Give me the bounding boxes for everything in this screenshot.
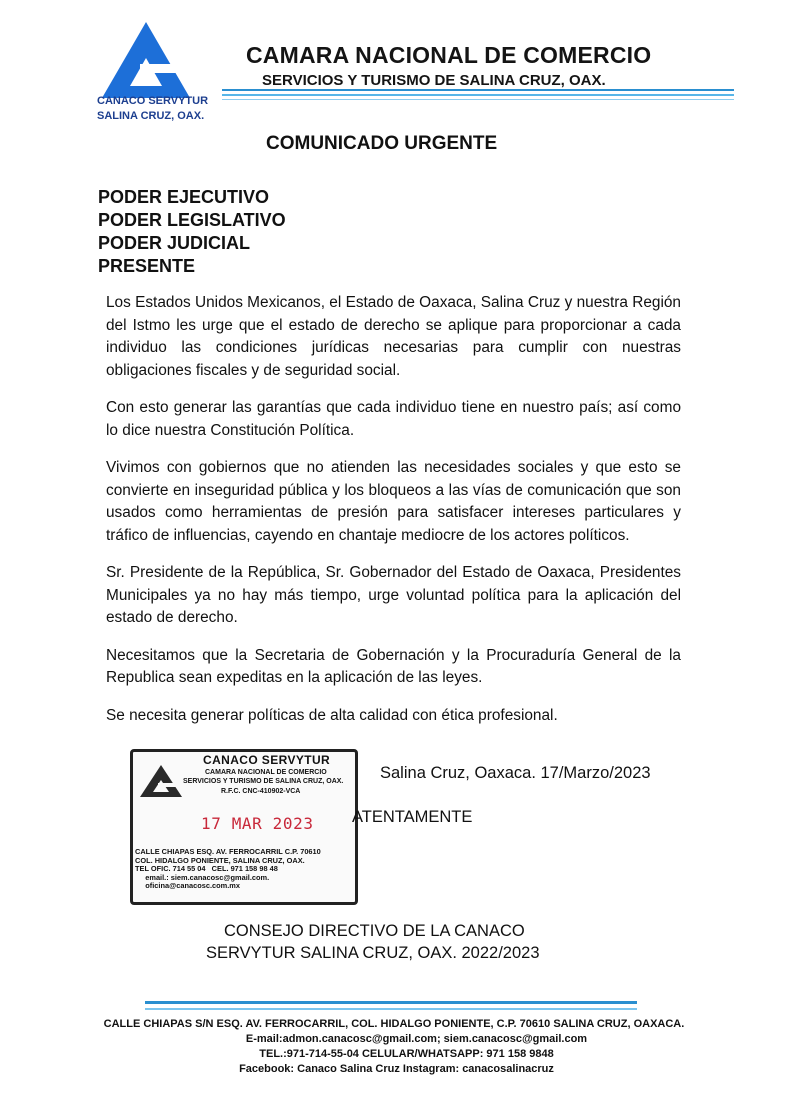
addressee-line: PODER EJECUTIVO	[98, 187, 270, 207]
signature-block	[206, 920, 576, 964]
canaco-logo-icon	[100, 20, 192, 100]
addressee-line: PODER JUDICIAL	[98, 233, 251, 253]
addressee-block	[98, 186, 286, 278]
addressee-line: PRESENTE	[98, 256, 196, 276]
body-paragraph: Los Estados Unidos Mexicanos, el Estado de Oaxaca, Salina Cruz y nuestra Región del Istmo les urge que el estado de derecho se aplique para proporcionar a cada individuo las condiciones jurídicas necesarias para cumplir con nuestras obligaciones fiscales y de seguridad social.	[106, 294, 681, 379]
organization-title: CAMARA NACIONAL DE COMERCIO	[246, 42, 652, 68]
stamp-name: CANACO SERVYTUR	[203, 753, 331, 767]
footer-rule	[145, 1001, 637, 1004]
stamp-logo-icon	[139, 764, 183, 798]
closing: ATENTAMENTE	[352, 808, 473, 826]
logo-caption	[97, 94, 208, 124]
stamp-address: CALLE CHIAPAS ESQ. AV. FERROCARRIL C.P. 70610 COL. HIDALGO PONIENTE, SALINA CRUZ, OAX. TEL OFIC. 714 55 04 CEL. 971 158 98 48 email.: siem.canacosc@gmail.com. oficina@canacosc.com.mx	[135, 847, 321, 891]
footer-rule	[145, 1008, 637, 1010]
logo-caption-line1: CANACO SERVYTUR	[97, 95, 209, 107]
official-stamp	[130, 749, 358, 905]
stamp-rfc: R.F.C. CNC-410902-VCA	[221, 788, 301, 795]
body-paragraph: Sr. Presidente de la República, Sr. Gobernador del Estado de Oaxaca, Presidentes Municipales ya no hay más tiempo, urge voluntad política para la aplicación del estado de derecho.	[106, 564, 681, 626]
footer-social: Facebook: Canaco Salina Cruz Instagram: canacosalinacruz	[239, 1063, 554, 1075]
header-rule	[222, 94, 734, 96]
body-paragraph: Necesitamos que la Secretaria de Gobernación y la Procuraduría General de la Republica sean expeditas en la aplicación de las leyes.	[106, 646, 681, 686]
letter-body	[106, 292, 681, 727]
stamp-line: CAMARA NACIONAL DE COMERCIO	[205, 769, 327, 776]
organization-subtitle: SERVICIOS Y TURISMO DE SALINA CRUZ, OAX.	[262, 72, 606, 89]
document-title: COMUNICADO URGENTE	[266, 133, 498, 154]
header-rule	[222, 89, 734, 91]
addressee-line: PODER LEGISLATIVO	[98, 210, 286, 230]
body-paragraph: Con esto generar las garantías que cada individuo tiene en nuestro país; así como lo dice nuestra Constitución Política.	[106, 399, 681, 439]
stamp-date: 17 MAR 2023	[201, 814, 314, 833]
signature-line: SERVYTUR SALINA CRUZ, OAX. 2022/2023	[206, 944, 540, 962]
footer-emails: E-mail:admon.canacosc@gmail.com; siem.canacosc@gmail.com	[245, 1033, 588, 1045]
stamp-line: SERVICIOS Y TURISMO DE SALINA CRUZ, OAX.	[183, 778, 344, 785]
signature-line: CONSEJO DIRECTIVO DE LA CANACO	[224, 922, 525, 940]
footer-phones: TEL.:971-714-55-04 CELULAR/WHATSAPP: 971 158 9848	[259, 1048, 554, 1060]
body-paragraph: Se necesita generar políticas de alta calidad con ética profesional.	[106, 706, 558, 724]
body-paragraph: Vivimos con gobiernos que no atienden las necesidades sociales y que esto se convierte en inseguridad pública y los bloqueos a las vías de comunicación que son usados como herramientas de presión para satisfacer intereses particulares y tráfico de influencias, cayendo en chantaje mediocre de los actores políticos.	[106, 459, 681, 544]
footer-contact	[0, 1017, 793, 1077]
logo-caption-line2: SALINA CRUZ, OAX.	[97, 110, 205, 122]
place-and-date: Salina Cruz, Oaxaca. 17/Marzo/2023	[380, 764, 651, 782]
header-rule	[222, 99, 734, 100]
footer-address: CALLE CHIAPAS S/N ESQ. AV. FERROCARRIL, COL. HIDALGO PONIENTE, C.P. 70610 SALINA CRUZ, OAXACA.	[103, 1018, 685, 1030]
